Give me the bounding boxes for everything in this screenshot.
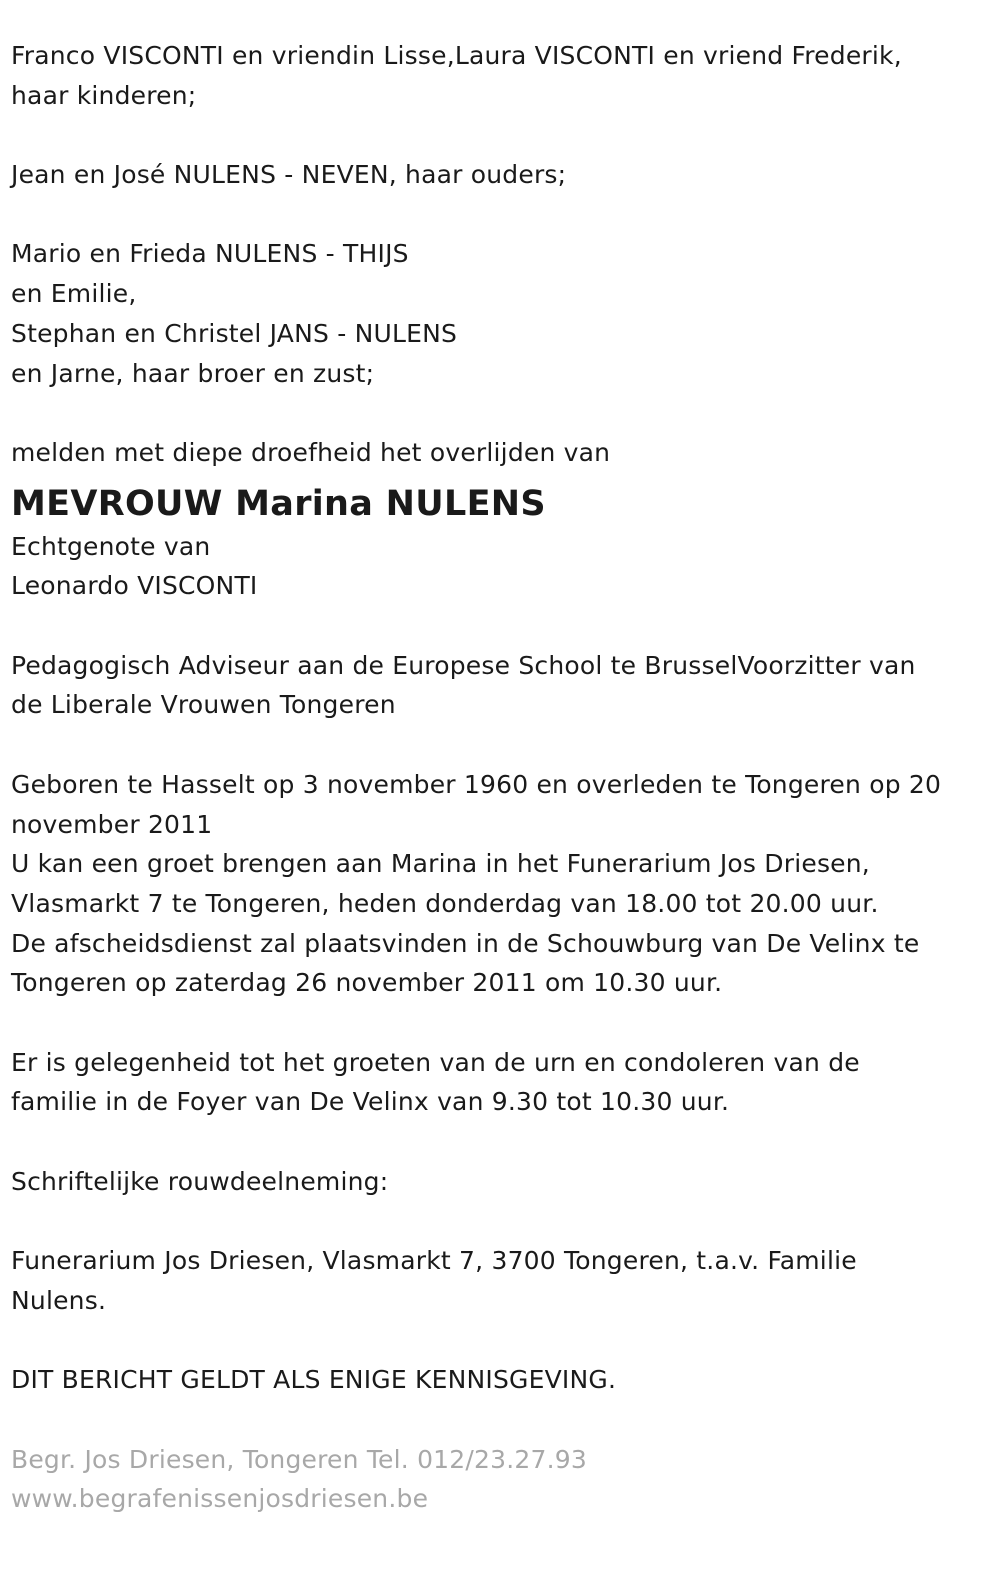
- spacer: [11, 393, 990, 433]
- spacer: [11, 725, 990, 765]
- details-line-6: Tongeren op zaterdag 26 november 2011 om 10.30 uur.: [11, 968, 723, 998]
- details-line-1: Geboren te Hasselt op 3 november 1960 en overleden te Tongeren op 20: [11, 769, 942, 799]
- announcement-text: melden met diepe droefheid het overlijden van: [11, 437, 611, 467]
- details-line-4: Vlasmarkt 7 te Tongeren, heden donderdag van 18.00 tot 20.00 uur.: [11, 888, 879, 918]
- profession-line-1: Pedagogisch Adviseur aan de Europese School te BrusselVoorzitter van: [11, 650, 916, 680]
- family-line-siblings-3: Stephan en Christel JANS - NULENS: [11, 318, 458, 348]
- spacer: [11, 1122, 990, 1162]
- family-line-siblings-2: en Emilie,: [11, 279, 137, 309]
- spouse-label: Echtgenote van: [11, 531, 211, 561]
- notice-text: DIT BERICHT GELDT ALS ENIGE KENNISGEVING.: [11, 1365, 617, 1395]
- spacer: [11, 1321, 990, 1361]
- family-line-parents: Jean en José NULENS - NEVEN, haar ouders;: [11, 160, 567, 190]
- spacer: [11, 606, 990, 646]
- spouse-name: Leonardo VISCONTI: [11, 571, 258, 601]
- spacer: [11, 115, 990, 155]
- written-address-2: Nulens.: [11, 1285, 107, 1315]
- profession-line-2: de Liberale Vrouwen Tongeren: [11, 690, 396, 720]
- written-condolence-label: Schriftelijke rouwdeelneming:: [11, 1166, 389, 1196]
- details-line-5: De afscheidsdienst zal plaatsvinden in de Schouwburg van De Velinx te: [11, 928, 920, 958]
- written-address-1: Funerarium Jos Driesen, Vlasmarkt 7, 3700 Tongeren, t.a.v. Familie: [11, 1246, 857, 1276]
- family-line-siblings-4: en Jarne, haar broer en zust;: [11, 358, 375, 388]
- footer-funeral-home: Begr. Jos Driesen, Tongeren Tel. 012/23.27.93: [11, 1444, 587, 1474]
- family-line-siblings-1: Mario en Frieda NULENS - THIJS: [11, 239, 409, 269]
- spacer: [11, 1003, 990, 1043]
- condolence-line-2: familie in de Foyer van De Velinx van 9.30 tot 10.30 uur.: [11, 1087, 730, 1117]
- family-line-children-2: haar kinderen;: [11, 80, 197, 110]
- details-line-3: U kan een groet brengen aan Marina in het Funerarium Jos Driesen,: [11, 849, 870, 879]
- footer-website: www.begrafenissenjosdriesen.be: [11, 1484, 429, 1514]
- condolence-line-1: Er is gelegenheid tot het groeten van de urn en condoleren van de: [11, 1047, 860, 1077]
- deceased-name: MEVROUW Marina NULENS: [11, 483, 546, 524]
- family-line-children-1: Franco VISCONTI en vriendin Lisse,Laura VISCONTI en vriend Frederik,: [11, 41, 902, 70]
- spacer: [11, 195, 990, 235]
- details-line-2: november 2011: [11, 809, 213, 839]
- spacer: [11, 1400, 990, 1440]
- spacer: [11, 1202, 990, 1242]
